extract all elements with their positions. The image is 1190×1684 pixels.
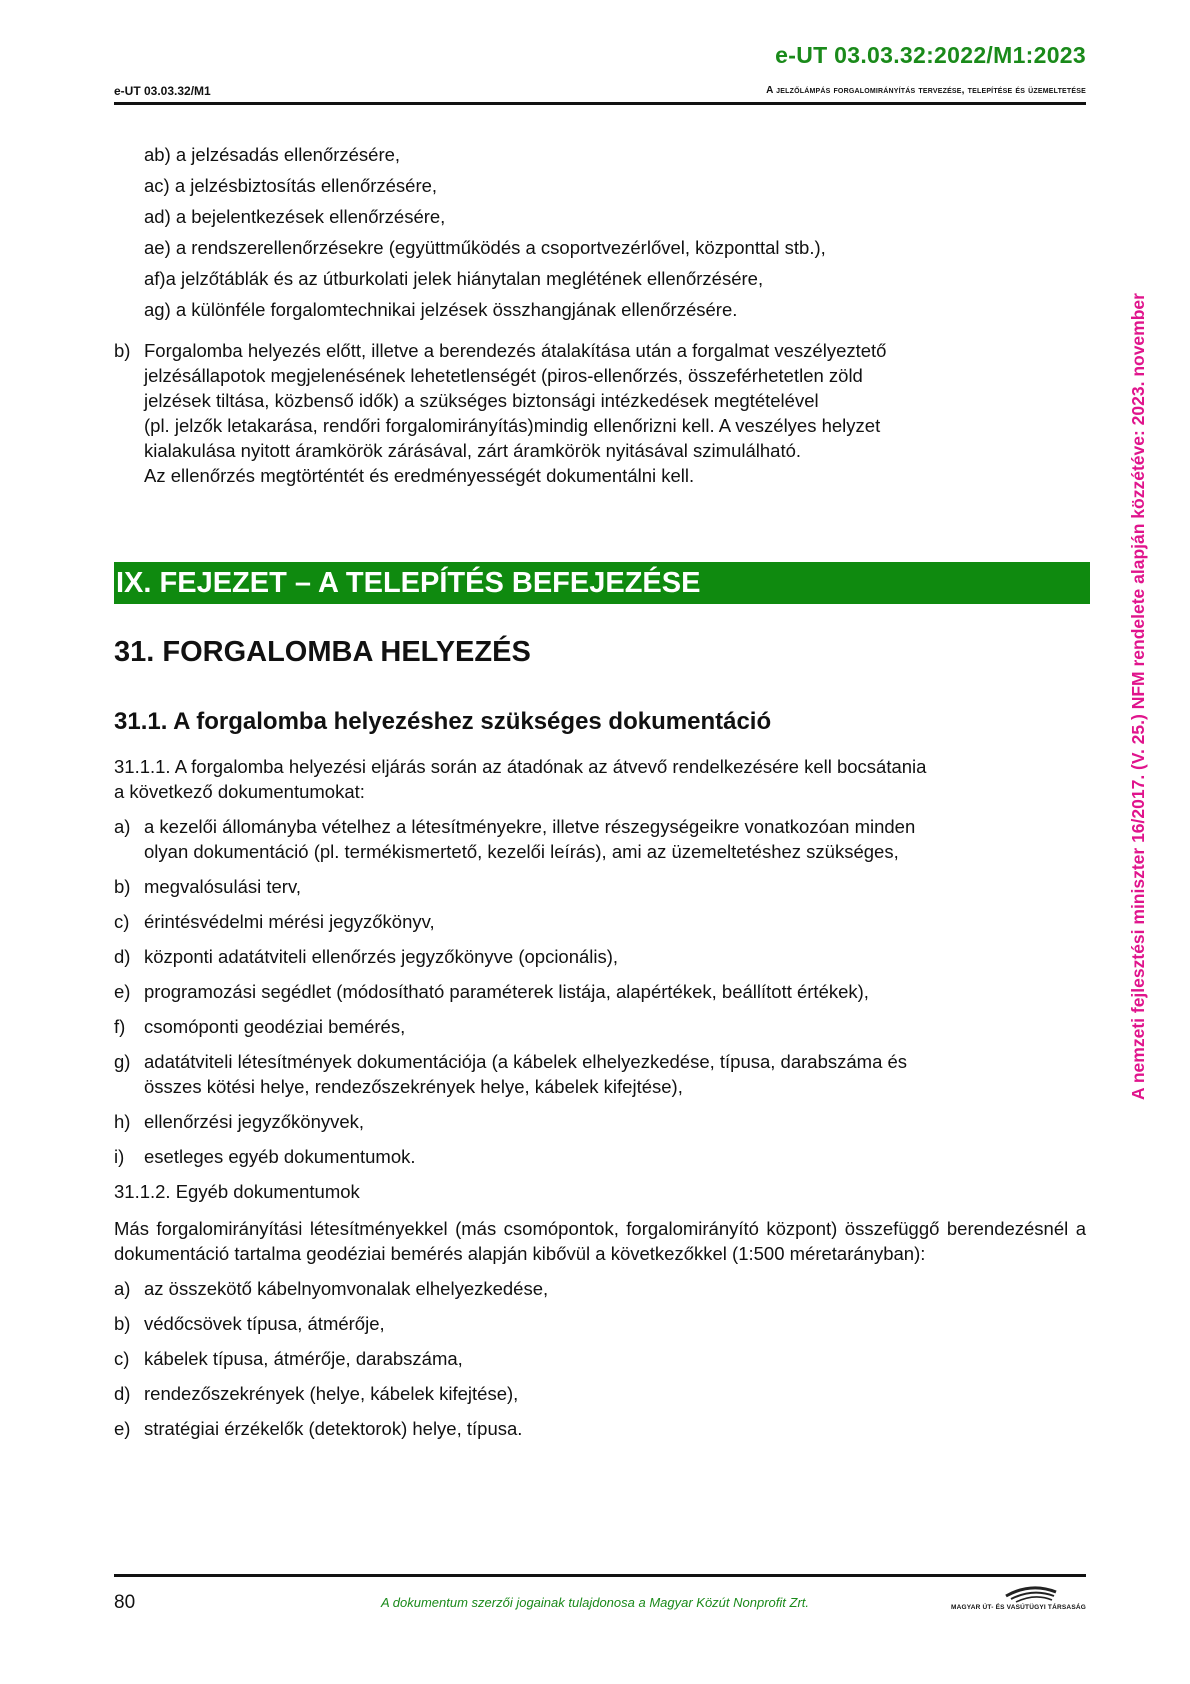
list-item xyxy=(114,874,1086,899)
sub-item: ac) a jelzésbiztosítás ellenőrzésére, xyxy=(144,175,438,196)
paragraph-other-documents: Más forgalomirányítási létesítményekkel (más csomópontok, forgalomirányító központ) összefüggő berendezésnél a dokumentáció tartalma geodéziai bemérés alapján kibővül a következőkkel (1:500 méretarányban): xyxy=(114,1218,1086,1264)
list-item xyxy=(114,1014,1086,1039)
sub-item: ae) a rendszerellenőrzésekre (együttműködés a csoportvezérlővel, központtal stb.), xyxy=(144,237,826,258)
list-label: d) xyxy=(114,1383,131,1404)
chapter-title: IX. FEJEZET – A TELEPÍTÉS BEFEJEZÉSE xyxy=(114,562,1090,604)
text-line: adatátviteli létesítmények dokumentációja (a kábelek elhelyezkedése, típusa, darabszáma és xyxy=(144,1051,908,1072)
list-label: c) xyxy=(114,1348,130,1369)
list-label: f) xyxy=(114,1016,126,1037)
list-text xyxy=(144,1049,907,1099)
text-line: rendezőszekrények (helye, kábelek kifejtése), xyxy=(144,1383,519,1404)
text-line: az összekötő kábelnyomvonalak elhelyezkedése, xyxy=(144,1278,549,1299)
paragraph-31-1-2: 31.1.2. Egyéb dokumentumok xyxy=(114,1181,360,1202)
list-item xyxy=(114,814,1086,864)
text-line: csomóponti geodéziai bemérés, xyxy=(144,1016,406,1037)
header-left: e-UT 03.03.32/M1 xyxy=(114,84,211,98)
list-label: c) xyxy=(114,911,130,932)
text-line: esetleges egyéb dokumentumok. xyxy=(144,1146,416,1167)
sub-item: ag) a különféle forgalomtechnikai jelzések összhangjának ellenőrzésére. xyxy=(144,299,738,320)
list-label: a) xyxy=(114,1278,131,1299)
upper-content xyxy=(114,142,1080,488)
list-label: e) xyxy=(114,1418,131,1439)
list-label: a) xyxy=(114,816,131,837)
list-label: d) xyxy=(114,946,131,967)
list-label: b) xyxy=(114,340,131,361)
text-line: kialakulása nyitott áramkörök zárásával, zárt áramkörök nyitásával szimulálható. xyxy=(144,440,802,461)
text-line: stratégiai érzékelők (detektorok) helye, típusa. xyxy=(144,1418,523,1439)
list-label: b) xyxy=(114,876,131,897)
text-line: a kezelői állományba vételhez a létesítményekre, illetve részegységeikre vonatkozóan minden xyxy=(144,816,916,837)
list-item xyxy=(114,1049,1086,1099)
text-line: programozási segédlet (módosítható paraméterek listája, alapértékek, beállított értékek), xyxy=(144,981,869,1002)
text-line: megvalósulási terv, xyxy=(144,876,301,897)
text-line: védőcsövek típusa, átmérője, xyxy=(144,1313,385,1334)
text-line: a következő dokumentumokat: xyxy=(114,781,365,802)
lower-content xyxy=(114,754,1086,1441)
document-code: e-UT 03.03.32:2022/M1:2023 xyxy=(775,42,1086,68)
text-line: összes kötési helye, rendezőszekrények helye, kábelek kifejtése), xyxy=(144,1076,683,1097)
list-label: g) xyxy=(114,1051,131,1072)
list-item xyxy=(114,1311,1086,1336)
text-line: jelzések tiltása, közbenső idők) a szükséges biztonsági intézkedések megtételével xyxy=(144,390,819,411)
list-item xyxy=(114,1144,1086,1169)
list-text xyxy=(144,814,915,864)
list-label: b) xyxy=(114,1313,131,1334)
list-item xyxy=(114,909,1086,934)
subsection-title: 31.1. A forgalomba helyezéshez szükséges dokumentáció xyxy=(114,708,772,735)
sub-item: ab) a jelzésadás ellenőrzésére, xyxy=(144,144,401,165)
text-line: központi adatátviteli ellenőrzés jegyzőkönyve (opcionális), xyxy=(144,946,619,967)
list-item-b xyxy=(114,338,1080,488)
list-label: h) xyxy=(114,1111,131,1132)
side-publication-note: A nemzeti fejlesztési miniszter 16/2017. (V. 25.) NFM rendelete alapján közzétéve: 2023. november xyxy=(1128,293,1148,1100)
list-item xyxy=(114,979,1086,1004)
copyright-notice: A dokumentum szerzői jogainak tulajdonosa a Magyar Közút Nonprofit Zrt. xyxy=(380,1595,809,1610)
text-line: kábelek típusa, átmérője, darabszáma, xyxy=(144,1348,463,1369)
list-item xyxy=(114,1109,1086,1134)
text-line: ellenőrzési jegyzőkönyvek, xyxy=(144,1111,365,1132)
running-header xyxy=(114,84,1086,105)
list-item xyxy=(114,1276,1086,1301)
logo-text: MAGYAR ÚT- ÉS VASÚTÜGYI TÁRSASÁG xyxy=(951,1604,1086,1611)
section-title: 31. FORGALOMBA HELYEZÉS xyxy=(114,636,531,668)
text-line: Forgalomba helyezés előtt, illetve a berendezés átalakítása után a forgalmat veszélyeztető xyxy=(144,340,887,361)
text-line: olyan dokumentáció (pl. termékismertető, kezelői leírás), ami az üzemeltetéshez szükséges, xyxy=(144,841,899,862)
list-label: i) xyxy=(114,1146,125,1167)
list-item xyxy=(114,944,1086,969)
text-line: érintésvédelmi mérési jegyzőkönyv, xyxy=(144,911,435,932)
list-item xyxy=(114,1416,1086,1441)
list-text xyxy=(144,338,886,488)
company-logo-icon xyxy=(936,1580,1086,1620)
sub-item: ad) a bejelentkezések ellenőrzésére, xyxy=(144,206,446,227)
list-item xyxy=(114,1381,1086,1406)
list-item xyxy=(114,1346,1086,1371)
text-line: Az ellenőrzés megtörténtét és eredményességét dokumentálni kell. xyxy=(144,465,695,486)
text-line: (pl. jelzők letakarása, rendőri forgalomirányítás)mindig ellenőrizni kell. A veszélyes helyzet xyxy=(144,415,881,436)
footer-divider xyxy=(114,1574,1086,1577)
sub-item: af)a jelzőtáblák és az útburkolati jelek hiánytalan meglétének ellenőrzésére, xyxy=(144,268,764,289)
list-label: e) xyxy=(114,981,131,1002)
paragraph-31-1-1 xyxy=(114,754,1086,804)
header-right: A jelzőlámpás forgalomirányítás tervezése, telepítése és üzemeltetése xyxy=(766,85,1086,96)
text-line: 31.1.1. A forgalomba helyezési eljárás során az átadónak az átvevő rendelkezésére kell bocsátania xyxy=(114,756,927,777)
text-line: jelzésállapotok megjelenésének lehetetlenségét (piros-ellenőrzés, összeférhetetlen zöld xyxy=(144,365,863,386)
page-number: 80 xyxy=(114,1592,136,1613)
